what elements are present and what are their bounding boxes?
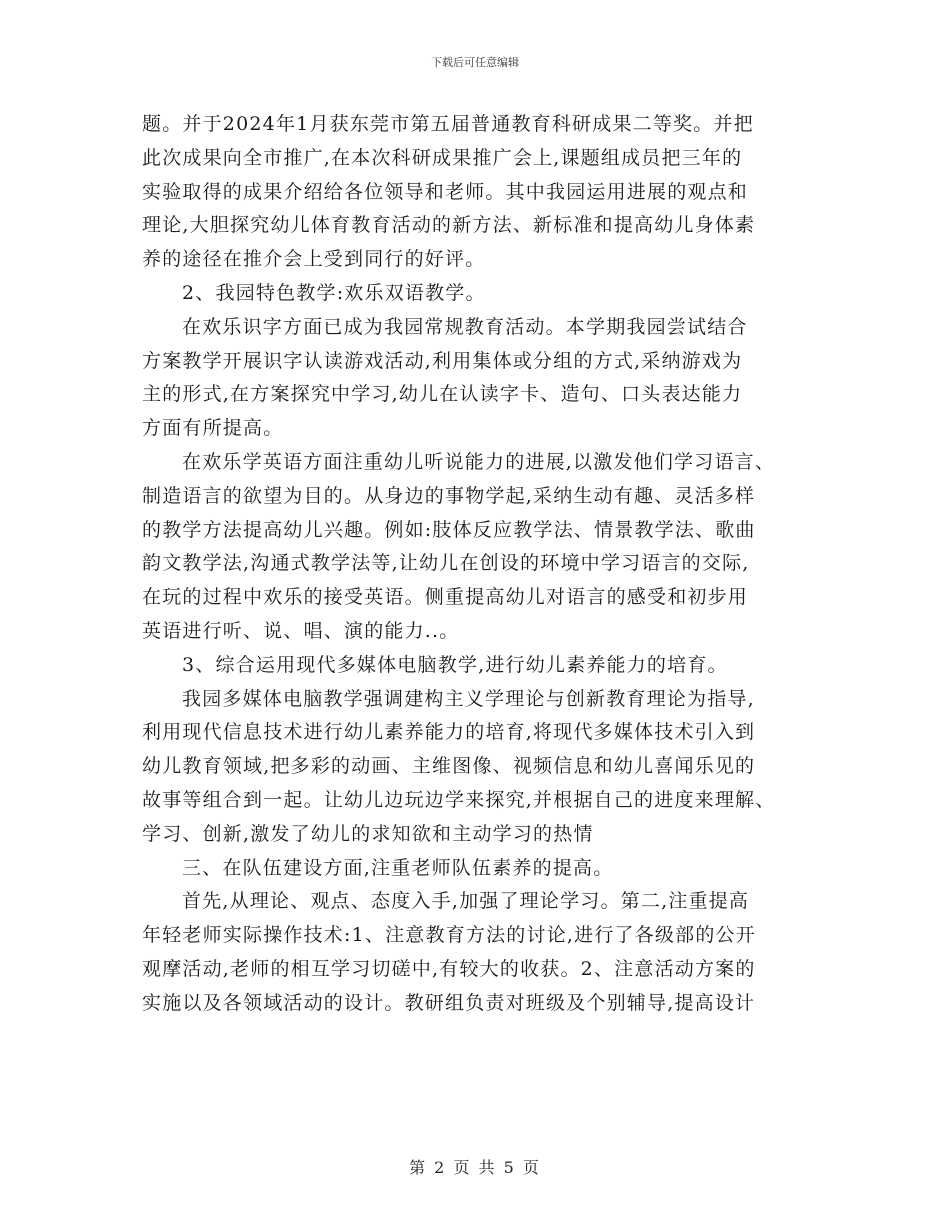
- paragraph-staff: 首先,从理论、观点、态度入手,加强了理论学习。第二,注重提高 年轻老师实际操作技术:1、注意教育方法的讨论,进行了各级部的公开 观摩活动,老师的相互学习切磋中,有较大的收获。2、注意活动方案的 实施以及各领域活动的设计。教研组负责对班级及个别辅导,提高设计: [142, 890, 756, 1014]
- paragraph-continued: 题。并于2024年1月获东莞市第五届普通教育科研成果二等奖。并把 此次成果向全市推广,在本次科研成果推广会上,课题组成员把三年的 实验取得的成果介绍给各位领导和老师。其中我园运用进展的观点和 理论,大胆探究幼儿体育教育活动的新方法、新标准和提高幼儿身体素 养的途径在推介会上受到同行的好评。: [142, 113, 756, 271]
- section-heading-bilingual: 2、我园特色教学:欢乐双语教学。: [182, 281, 486, 304]
- paragraph-multimedia: 我园多媒体电脑教学强调建构主义学理论与创新教育理论为指导, 利用现代信息技术进行幼儿素养能力的培育,将现代多媒体技术引入到 幼儿教育领域,把多彩的动画、主维图像、视频信息和幼儿喜闻乐见的 故事等组合到一起。让幼儿边玩边学来探究,并根据自己的进度来理解、 学习、创新,激发了幼儿的求知欲和主动学习的热情: [142, 687, 776, 845]
- page-footer: 第 2 页 共 5 页: [409, 1158, 541, 1177]
- section-heading-staff: 三、在队伍建设方面,注重老师队伍素养的提高。: [182, 856, 614, 879]
- paragraph-literacy: 在欢乐识字方面已成为我园常规教育活动。本学期我园尝试结合 方案教学开展识字认读游戏活动,利用集体或分组的方式,采纳游戏为 主的形式,在方案探究中学习,幼儿在认读字卡、造句、口头表达能力 方面有所提高。: [142, 315, 748, 440]
- document-body: [142, 108, 822, 1021]
- paragraph-english: 在欢乐学英语方面注重幼儿听说能力的进展,以激发他们学习语言、 制造语言的欲望为目的。从身边的事物学起,采纳生动有趣、灵活多样 的教学方法提高幼儿兴趣。例如:肢体反应教学法、情景教学法、歌曲 韵文教学法,沟通式教学法等,让幼儿在创设的环境中学习语言的交际, 在玩的过程中欢乐的接受英语。侧重提高幼儿对语言的感受和初步用 英语进行听、说、唱、演的能力..。: [142, 450, 776, 642]
- section-heading-multimedia: 3、综合运用现代多媒体电脑教学,进行幼儿素养能力的培育。: [182, 653, 728, 676]
- page-header: 下载后可任意编辑: [431, 56, 519, 69]
